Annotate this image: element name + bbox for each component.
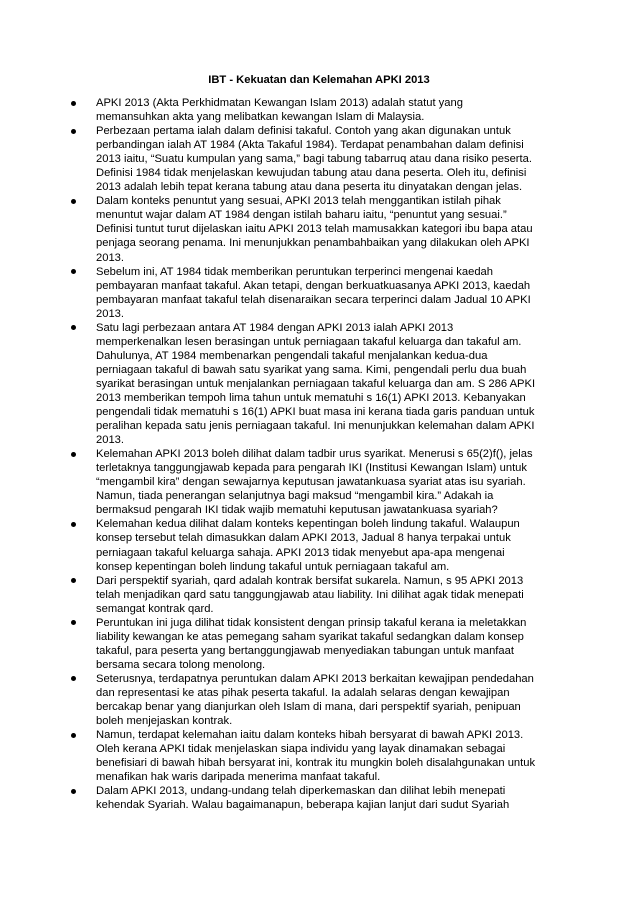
bullet-dot-icon (71, 789, 76, 794)
bullet-dot-icon (71, 733, 76, 738)
bullet-text-line: konsep tersebut telah dimasukkan dalam APKI 2013, Jadual 8 hanya terpakai untuk (96, 532, 511, 545)
bullet-dot-icon (71, 325, 76, 330)
bullet-text-line: benefisiari di bawah hibah bersyarat ini, kontrak itu mungkin boleh disalahgunakan untuk (96, 757, 536, 770)
bullet-text-line: Definisi tuntut turut dijelaskan iaitu APKI 2013 telah mamusakkan kategori ibu bapa atau (96, 223, 533, 236)
bullet-text-line: penjaga seorang penama. Ini menunjukkan penambahbaikan yang dilakukan oleh APKI (96, 237, 530, 250)
bullet-text-line: Perbezaan pertama ialah dalam definisi takaful. Contoh yang akan digunakan untuk (96, 125, 511, 138)
bullet-item (71, 616, 571, 672)
bullet-text-line: liability kewangan ke atas pemegang saham syarikat takaful sedangkan dalam konsep (96, 630, 524, 643)
bullet-item (71, 672, 571, 728)
bullet-item (71, 517, 571, 573)
bullet-dot-icon (71, 522, 76, 527)
bullet-item (71, 265, 571, 321)
bullet-item (71, 784, 571, 812)
bullet-text-line: Kelemahan APKI 2013 boleh dilihat dalam tadbir urus syarikat. Menerusi s 65(2)f(), jelas (96, 448, 533, 461)
bullet-text-line: Namun, tiada penerangan selanjutnya bagi maksud “mengambil kira.” Adakah ia (96, 490, 494, 503)
bullet-text-line: Seterusnya, terdapatnya peruntukan dalam APKI 2013 berkaitan kewajipan pendedahan (96, 672, 534, 685)
bullet-text-line: pembayaran manfaat takaful telah disenaraikan secara terperinci dalam Jadual 10 APKI (96, 293, 531, 306)
bullet-text-line: kehendak Syariah. Walau bagaimanapun, beberapa kajian lanjut dari sudut Syariah (96, 799, 510, 812)
bullet-text-line: Definisi 1984 tidak menjelaskan kewujudan tabung atau dana peserta. Oleh itu, definisi (96, 167, 527, 180)
bullet-dot-icon (71, 578, 76, 583)
bullet-text-line: 2013. (96, 434, 124, 447)
bullet-text-line: Namun, terdapat kelemahan iaitu dalam konteks hibah bersyarat di bawah APKI 2013. (96, 729, 524, 742)
bullet-text-line: dan representasi ke atas pihak peserta takaful. Ia adalah selaras dengan kewajipan (96, 686, 510, 699)
bullet-text-line: 2013 iaitu, “Suatu kumpulan yang sama,” bagi tabung tabarruq atau dana risiko peserta. (96, 153, 532, 166)
bullet-dot-icon (71, 199, 76, 204)
bullet-text-line: Dalam konteks penuntut yang sesuai, APKI 2013 telah menggantikan istilah pihak (96, 195, 501, 208)
bullet-dot-icon (71, 676, 76, 681)
bullet-text-line: Oleh kerana APKI tidak menjelaskan siapa individu yang layak dinamakan sebagai (96, 743, 506, 756)
bullet-item (71, 321, 571, 447)
bullet-text-line: Dalam APKI 2013, undang-undang telah diperkemaskan dan dilihat lebih menepati (96, 785, 506, 798)
bullet-text-line: memperkenalkan lesen berasingan untuk perniagaan takaful keluarga dan takaful am. (96, 335, 522, 348)
bullet-text-line: menuntut wajar dalam AT 1984 dengan istilah baharu iaitu, “penuntut yang sesuai.” (96, 209, 507, 222)
bullet-text-line: semangat kontrak qard. (96, 602, 214, 615)
bullet-text-line: Kelemahan kedua dilihat dalam konteks kepentingan boleh lindung takaful. Walaupun (96, 518, 520, 531)
bullet-text-line: peralihan kepada satu jenis perniagaan takaful. Ini menunjukkan kelemahan dalam APKI (96, 420, 535, 433)
bullet-text-line: memansuhkan akta yang melibatkan kewangan Islam di Malaysia. (96, 111, 425, 124)
bullet-dot-icon (71, 101, 76, 106)
bullet-text-line: APKI 2013 (Akta Perkhidmatan Kewangan Islam 2013) adalah statut yang (96, 97, 463, 109)
bullet-text-line: Dahulunya, AT 1984 membenarkan pengendali takaful menjalankan kedua-dua (96, 349, 488, 362)
bullet-text-line: bermaksud pengarah IKI tidak wajib mematuhi keputusan jawatankuasa syariah? (96, 504, 498, 517)
bullet-text-line: Dari perspektif syariah, qard adalah kontrak bersifat sukarela. Namun, s 95 APKI 2013 (96, 574, 524, 587)
bullet-text-line: “mengambil kira” dengan sewajarnya keputusan jawatankuasa syariat atas isu syariah. (96, 476, 526, 489)
bullet-item (71, 194, 571, 264)
bullet-text-line: perbandingan ialah AT 1984 (Akta Takaful 1984). Terdapat penambahan dalam definisi (96, 139, 524, 152)
bullet-text-line: 2013 memberikan tempoh lima tahun untuk mematuhi s 16(1) APKI 2013. Kebanyakan (96, 391, 526, 404)
bullet-text-line: 2013. (96, 307, 124, 320)
bullet-text-line: telah menjadikan qard satu tanggungjawab atau liability. Ini dilihat agak tidak menepati (96, 588, 524, 601)
bullet-text-line: 2013 adalah lebih tepat kerana tabung atau dana peserta itu dinyatakan dengan jelas. (96, 181, 523, 194)
bullet-text-line: bersama secara tolong menolong. (96, 658, 266, 671)
bullet-dot-icon (71, 452, 76, 457)
bullet-text-line: Peruntukan ini juga dilihat tidak konsistent dengan prinsip takaful kerana ia meletakkan (96, 616, 527, 629)
document-title: IBT - Kekuatan dan Kelemahan APKI 2013 (208, 74, 430, 86)
bullet-text-line: bercakap benar yang dianjurkan oleh Islam di mana, dari perspektif syariah, penipuan (96, 701, 521, 714)
bullet-text-line: terletaknya tanggungjawab kepada para pengarah IKI (Institusi Kewangan Islam) untuk (96, 462, 527, 475)
bullet-text-line: Sebelum ini, AT 1984 tidak memberikan peruntukan terperinci mengenai kaedah (96, 265, 493, 278)
bullet-list (71, 96, 571, 812)
bullet-text-line: perniagaan takaful di bawah satu syarikat yang sama. Kimi, pengendali perlu dua buah (96, 363, 527, 376)
bullet-dot-icon (71, 129, 76, 134)
bullet-item (71, 124, 571, 194)
bullet-item (71, 96, 571, 124)
bullet-item (71, 447, 571, 517)
bullet-item (71, 728, 571, 784)
bullet-text-line: Satu lagi perbezaan antara AT 1984 dengan APKI 2013 ialah APKI 2013 (96, 321, 454, 334)
bullet-text-line: perniagaan takaful keluarga sahaja. APKI 2013 tidak menyebut apa-apa mengenai (96, 546, 505, 559)
bullet-item (71, 574, 571, 616)
bullet-text-line: 2013. (96, 251, 124, 264)
bullet-text-line: konsep kepentingan boleh lindung takaful untuk perniagaan takaful am. (96, 560, 450, 573)
bullet-text-line: pembayaran manfaat takaful. Akan tetapi, dengan berkuatkuasanya APKI 2013, kaedah (96, 279, 531, 292)
bullet-text-line: syarikat berasingan untuk menjalankan perniagaan takaful keluarga dan am. S 286 APKI (96, 377, 536, 390)
bullet-text-line: boleh menjejaskan kontrak. (96, 715, 233, 728)
bullet-dot-icon (71, 620, 76, 625)
bullet-text-line: menafikan hak waris daripada menerima manfaat takaful. (96, 771, 381, 784)
bullet-dot-icon (71, 269, 76, 274)
bullet-text-line: pengendali tidak mematuhi s 16(1) APKI buat masa ini kerana tiada garis panduan untuk (96, 406, 535, 419)
bullet-text-line: takaful, para peserta yang bertanggungjawab menyediakan tabungan untuk manfaat (96, 644, 514, 657)
